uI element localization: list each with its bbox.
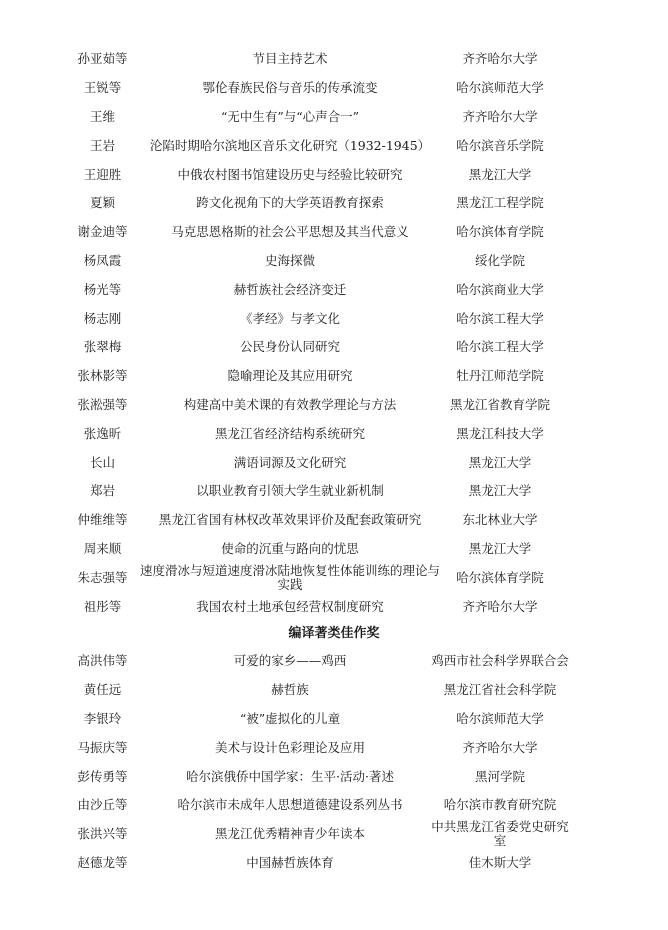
author-cell: 夏颖 <box>89 195 115 211</box>
unit-cell: 黑龙江大学 <box>468 166 532 182</box>
author-cell: 张翠梅 <box>83 339 122 355</box>
table-row <box>0 733 668 762</box>
title-cell: “无中生有”与“心声合一” <box>220 108 360 124</box>
unit-cell: 哈尔滨师范大学 <box>456 80 544 96</box>
table-row <box>0 160 668 189</box>
table-row <box>0 535 668 564</box>
unit-cell: 齐齐哈尔大学 <box>462 51 538 67</box>
title-cell: 马克思恩格斯的社会公平思想及其当代意义 <box>171 224 409 240</box>
title-cell: 公民身份认同研究 <box>239 339 340 355</box>
title-cell: 节目主持艺术 <box>252 51 328 67</box>
title-cell: 隐喻理论及其应用研究 <box>227 368 353 384</box>
title-cell: 满语词源及文化研究 <box>233 454 347 470</box>
unit-cell: 齐齐哈尔大学 <box>462 108 538 124</box>
title-cell: “被”虚拟化的儿童 <box>239 710 341 726</box>
unit-cell: 黑龙江大学 <box>468 540 532 556</box>
author-cell: 李银玲 <box>83 710 122 726</box>
title-cell: 可爱的家乡——鸡西 <box>233 653 347 669</box>
unit-cell: 哈尔滨体育学院 <box>456 569 544 585</box>
table-row <box>0 791 668 820</box>
table-row <box>0 391 668 420</box>
author-cell: 周来顺 <box>83 540 122 556</box>
table-row <box>0 506 668 535</box>
unit-cell: 黑龙江省教育学院 <box>449 396 550 412</box>
author-cell: 孙亚茹等 <box>77 51 128 67</box>
unit-cell: 黑龙江省社会科学院 <box>443 682 557 698</box>
author-cell: 谢金迪等 <box>77 224 128 240</box>
title-cell: 黑龙江优秀精神青少年读本 <box>214 826 365 842</box>
title-cell: 中俄农村图书馆建设历史与经验比较研究 <box>177 166 403 182</box>
author-cell: 王迎胜 <box>83 166 122 182</box>
table-row <box>0 247 668 276</box>
title-cell: 中国赫哲族体育 <box>246 854 334 870</box>
author-cell: 长山 <box>89 454 115 470</box>
unit-cell: 齐齐哈尔大学 <box>462 739 538 755</box>
author-cell: 赵德龙等 <box>77 854 128 870</box>
author-cell: 张洪兴等 <box>77 826 128 842</box>
title-cell: 赫哲族 <box>271 682 309 698</box>
unit-cell: 哈尔滨工程大学 <box>456 339 544 355</box>
unit-cell: 黑龙江工程学院 <box>456 195 544 211</box>
author-cell: 王锐等 <box>83 80 122 96</box>
table-row <box>0 820 668 849</box>
author-cell: 王维 <box>89 108 115 124</box>
table-row <box>0 647 668 676</box>
author-cell: 黄任远 <box>83 682 122 698</box>
author-cell: 由沙丘等 <box>77 797 128 813</box>
unit-cell: 哈尔滨师范大学 <box>456 710 544 726</box>
table-row <box>0 477 668 506</box>
unit-cell: 齐齐哈尔大学 <box>462 598 538 614</box>
unit-cell: 鸡西市社会科学界联合会 <box>431 653 569 669</box>
unit-cell: 黑龙江科技大学 <box>456 425 544 441</box>
title-cell: 《孝经》与孝文化 <box>239 310 340 326</box>
title-cell: 沦陷时期哈尔滨地区音乐文化研究（1932-1945） <box>149 137 431 153</box>
unit-cell: 哈尔滨体育学院 <box>456 224 544 240</box>
author-cell: 仲维维等 <box>77 512 128 528</box>
table-row <box>0 563 668 592</box>
table-row <box>0 275 668 304</box>
unit-cell: 黑龙江大学 <box>468 454 532 470</box>
author-cell: 张林影等 <box>77 368 128 384</box>
title-cell: 美术与设计色彩理论及应用 <box>214 739 365 755</box>
table-row <box>0 849 668 878</box>
table-row <box>0 448 668 477</box>
author-cell: 杨光等 <box>83 281 122 297</box>
title-cell: 以职业教育引领大学生就业新机制 <box>196 483 384 499</box>
author-cell: 高洪伟等 <box>77 653 128 669</box>
title-cell: 我国农村土地承包经营权制度研究 <box>196 598 384 614</box>
author-cell: 张淞强等 <box>77 396 128 412</box>
unit-cell: 中共黑龙江省委党史研究室 <box>431 819 569 849</box>
author-cell: 杨凤霞 <box>83 252 122 268</box>
author-cell: 朱志强等 <box>77 569 128 585</box>
unit-cell: 哈尔滨商业大学 <box>456 281 544 297</box>
title-cell: 黑龙江省经济结构系统研究 <box>214 425 365 441</box>
table-row <box>0 705 668 734</box>
table-row <box>0 74 668 103</box>
title-cell: 跨文化视角下的大学英语教育探索 <box>196 195 384 211</box>
author-cell: 杨志刚 <box>83 310 122 326</box>
table-row <box>0 592 668 621</box>
author-cell: 张逸昕 <box>83 425 122 441</box>
unit-cell: 绥化学院 <box>474 252 525 268</box>
table-row <box>0 676 668 705</box>
title-cell: 赫哲族社会经济变迁 <box>233 281 347 297</box>
title-cell: 哈尔滨俄侨中国学家：生平·活动·著述 <box>186 768 394 784</box>
author-cell: 祖彤等 <box>83 598 122 614</box>
unit-cell: 哈尔滨音乐学院 <box>456 137 544 153</box>
title-cell: 使命的沉重与路向的忧思 <box>221 540 359 556</box>
author-cell: 王岩 <box>89 137 115 153</box>
author-cell: 彭传勇等 <box>77 768 128 784</box>
table-row <box>0 218 668 247</box>
table-row <box>0 333 668 362</box>
title-cell: 哈尔滨市未成年人思想道德建设系列丛书 <box>177 797 403 813</box>
table-row <box>0 419 668 448</box>
award-list-section-2 <box>0 647 668 877</box>
table-row <box>0 362 668 391</box>
title-cell: 速度滑冰与短道速度滑冰陆地恢复性体能训练的理论与实践 <box>140 562 441 592</box>
table-row <box>0 103 668 132</box>
unit-cell: 黑河学院 <box>474 768 525 784</box>
author-cell: 郑岩 <box>89 483 115 499</box>
section-heading: 编译著类佳作奖 <box>288 626 380 641</box>
award-list-section-1 <box>0 45 668 621</box>
unit-cell: 东北林业大学 <box>462 512 538 528</box>
unit-cell: 哈尔滨市教育研究院 <box>443 797 557 813</box>
table-row <box>0 45 668 74</box>
title-cell: 鄂伦春族民俗与音乐的传承流变 <box>202 80 378 96</box>
unit-cell: 佳木斯大学 <box>468 854 532 870</box>
table-row <box>0 304 668 333</box>
title-cell: 黑龙江省国有林权改革效果评价及配套政策研究 <box>158 512 422 528</box>
table-row <box>0 189 668 218</box>
unit-cell: 哈尔滨工程大学 <box>456 310 544 326</box>
table-row <box>0 131 668 160</box>
table-row <box>0 762 668 791</box>
unit-cell: 牡丹江师范学院 <box>456 368 544 384</box>
title-cell: 构建高中美术课的有效教学理论与方法 <box>183 396 397 412</box>
unit-cell: 黑龙江大学 <box>468 483 532 499</box>
title-cell: 史海探微 <box>264 252 315 268</box>
author-cell: 马振庆等 <box>77 739 128 755</box>
